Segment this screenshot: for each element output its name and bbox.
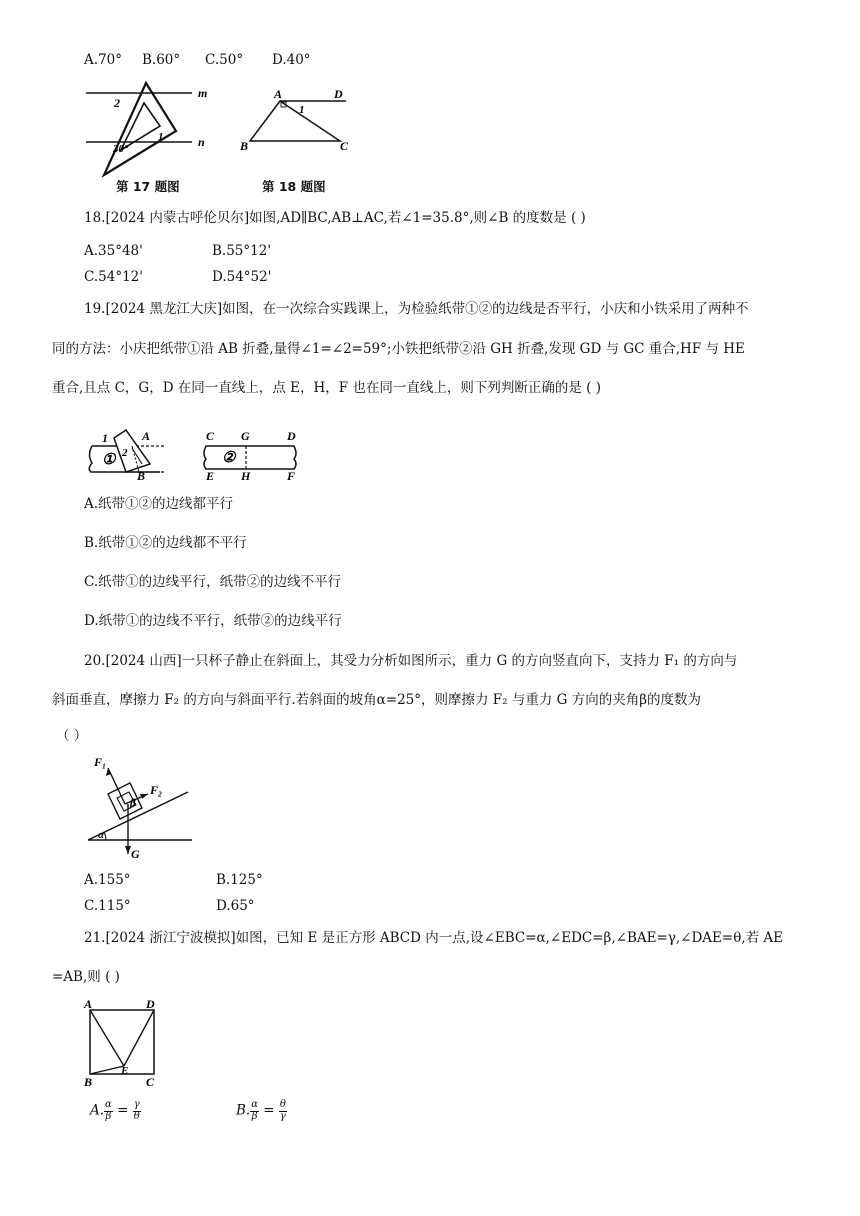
fig21-label-b: B [84,1075,93,1089]
figure-21 [80,998,170,1090]
fig19-label-b: B [137,469,146,483]
q18-option-d: D.54°52' [212,269,272,285]
fig19-tape-2 [204,429,296,483]
fig18-label-b: B [240,139,249,153]
fig21-label-e: E [121,1065,129,1077]
fig17-angle-30: 30° [113,143,129,155]
q21-option-b [236,1100,287,1122]
q21-b-den1: β [251,1110,258,1122]
fig21-label-d: D [146,997,155,1011]
q18-option-c: C.54°12' [84,269,143,285]
fig19-label-a: A [142,429,151,443]
fig20-label-f1: F₁ [94,755,107,769]
q19-option-c: C.纸带①的边线平行，纸带②的边线不平行 [84,574,342,590]
fig19-label-1: 1 [102,431,108,445]
q21-stem-line2: =AB,则 ( ) [52,969,120,985]
q19-option-d: D.纸带①的边线不平行，纸带②的边线平行 [84,613,342,629]
figure-19 [84,418,314,484]
q17-option-a: A.70° [84,52,122,68]
figure-17 [80,78,220,178]
fig19-label-f: F [287,469,296,483]
fig17-angle-1: 1 [158,131,164,143]
fig18-angle-1: 1 [299,104,305,116]
fig20-label-beta: β [130,797,136,809]
q20-stem-line3: （ ） [56,728,88,744]
q20-option-a: A.155° [84,872,131,888]
q18-stem: 18.[2024 内蒙古呼伦贝尔]如图,AD∥BC,AB⊥AC,若∠1=35.8°,则∠B 的度数是 ( ) [84,210,586,226]
fig18-caption: 第 18 题图 [262,179,326,194]
q21-a-den1: β [105,1110,112,1122]
q17-option-b: B.60° [142,52,181,68]
q21-b-num1: α [251,1099,258,1110]
fig19-label-h: H [241,469,251,483]
q20-option-d: D.65° [216,898,255,914]
q21-a-eq: = [117,1102,129,1119]
fig18-label-a: A [274,87,283,101]
q21-b-num2: θ [279,1099,286,1110]
fig19-circled-1: ① [102,452,116,468]
q20-stem-line1: 20.[2024 山西]一只杯子静止在斜面上，其受力分析如图所示，重力 G 的方向竖直向下，支持力 F₁ 的方向与 [84,653,738,669]
q20-option-b: B.125° [216,872,263,888]
q19-stem-line1: 19.[2024 黑龙江大庆]如图，在一次综合实践课上，为检验纸带①②的边线是否平行，小庆和小铁采用了两种不 [84,301,749,317]
fig19-label-d: D [287,429,296,443]
fig19-circled-2: ② [222,450,236,466]
fig19-label-e: E [206,469,215,483]
fig18-label-d: D [334,87,343,101]
q17-option-d: D.40° [272,52,311,68]
q21-a-num2: γ [133,1099,140,1110]
figure-20 [84,754,204,866]
fig18-label-c: C [340,139,349,153]
fig19-label-g: G [241,429,250,443]
q21-option-a-label: A. [90,1102,105,1119]
q21-stem-line1: 21.[2024 浙江宁波模拟]如图，已知 E 是正方形 ABCD 内一点,设∠EBC=α,∠EDC=β,∠BAE=γ,∠DAE=θ,若 AE [84,930,784,946]
fig17-label-n: n [198,135,205,149]
q21-b-eq: = [263,1102,275,1119]
q20-stem-line2: 斜面垂直，摩擦力 F₂ 的方向与斜面平行.若斜面的坡角α=25°，则摩擦力 F₂ 与重力 G 方向的夹角β的度数为 [52,692,702,708]
q21-option-b-label: B. [236,1102,251,1119]
fig19-tape-1 [89,429,164,483]
q18-option-a: A.35°48' [84,243,143,259]
q21-a-num1: α [105,1099,112,1110]
fig20-label-f2: F₂ [150,783,163,797]
q17-option-c: C.50° [205,52,244,68]
figure-18 [236,86,356,158]
fig17-label-m: m [198,86,208,100]
fig21-label-c: C [146,1075,155,1089]
q21-b-den2: γ [279,1110,286,1122]
q19-stem-line2: 同的方法：小庆把纸带①沿 AB 折叠,量得∠1=∠2=59°;小铁把纸带②沿 GH 折叠,发现 GD 与 GC 重合,HF 与 HE [52,341,745,357]
fig20-label-alpha: α [98,829,105,841]
fig19-label-2: 2 [122,447,128,459]
q21-option-a [90,1100,141,1122]
fig17-caption: 第 17 题图 [116,179,180,194]
q19-stem-line3: 重合,且点 C，G，D 在同一直线上，点 E，H，F 也在同一直线上，则下列判断正确的是 ( ) [52,380,602,396]
q21-a-den2: θ [133,1110,140,1122]
fig21-label-a: A [84,997,93,1011]
fig20-label-g: G [131,847,140,861]
q20-option-c: C.115° [84,898,131,914]
fig17-angle-2: 2 [114,96,120,110]
q19-option-a: A.纸带①②的边线都平行 [84,496,234,512]
q19-option-b: B.纸带①②的边线都不平行 [84,535,247,551]
fig19-label-c: C [206,429,215,443]
q18-option-b: B.55°12' [212,243,272,259]
